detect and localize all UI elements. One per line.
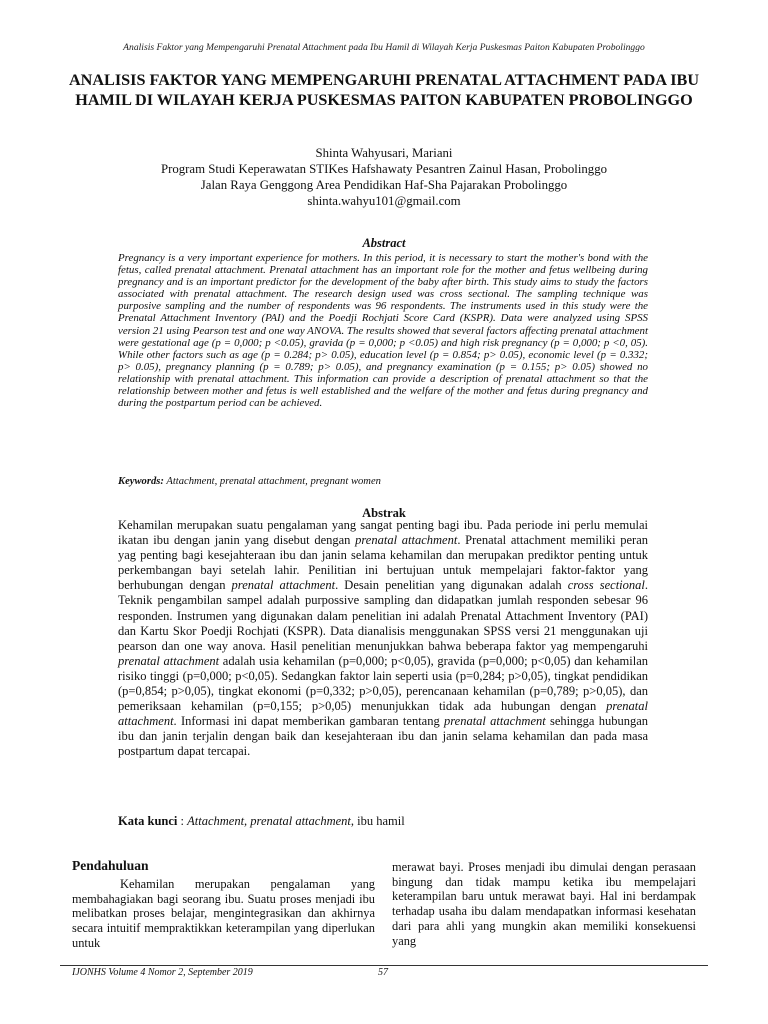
abstract-id-body: [118, 518, 648, 760]
abstract-id-text: adalah usia kehamilan (p=0,000; p<0,05), gravida (p=0,000; p<0,05) dan kehamilan risiko tinggi (p=0,000; p<0,05). Sedangkan faktor lain seperti usia (p=0,284; p>0,05), tingkat pendidikan (p=0,854; p>0,05), tingkat ekonomi (p=0,332; p>0,05), perencanaan kehamilan (p=0,789; p>0,05), dan pemeriksaan kehamilan (p=0,155; p>0,05) menunjukkan tidak ada hubungan dengan: [118, 653, 649, 714]
keywords-en: [118, 476, 648, 487]
keywords-en-text: Attachment, prenatal attachment, pregnant women: [166, 476, 381, 487]
author-names: Shinta Wahyusari, Mariani: [315, 146, 453, 160]
abstract-id-text: . Desain penelitian yang digunakan adalah: [335, 578, 568, 593]
keywords-en-label: Keywords:: [118, 476, 164, 487]
abstract-id-term: prenatal attachment: [118, 653, 220, 668]
abstract-id-text: . Informasi ini dapat memberikan gambaran tentang: [173, 714, 444, 729]
abstract-id-term: prenatal attachment: [355, 533, 458, 548]
keywords-id: [118, 814, 648, 829]
section-heading-introduction: Pendahuluan: [72, 858, 149, 873]
abstract-id-term: prenatal attachment: [118, 699, 648, 729]
running-header: Analisis Faktor yang Mempengaruhi Prenatal Attachment pada Ibu Hamil di Wilayah Kerja Puskesmas Paiton Kabupaten Probolinggo: [123, 42, 645, 53]
footer-divider: [60, 965, 708, 966]
author-address: Jalan Raya Genggong Area Pendidikan Haf-Sha Pajarakan Probolinggo: [200, 178, 568, 192]
keywords-id-italic: Attachment, prenatal attachment: [187, 814, 351, 828]
author-email[interactable]: shinta.wahyu101@gmail.com: [307, 194, 461, 208]
abstract-id-term: prenatal attachment: [231, 578, 336, 593]
abstract-id-text: . Prenatal attachment memiliki peran yag penting bagi kesejahteraan ibu dan janin selama kehamilan dan merupakan prediktor penting untuk perkembangan bayi setelah lahir. Penilitian ini bertujuan untuk mempelajari faktor-faktor yang berhubungan dengan: [118, 533, 649, 593]
intro-column-left: Kehamilan merupakan pengalaman yang membahagiakan bagi seorang ibu. Suatu proses menjadi ibu melibatkan proses belajar, mengintegrasikan dan akhirnya secara intuitif mempraktikkan keterampilan yang diperlukan untuk: [72, 877, 375, 950]
keywords-id-rest: , ibu hamil: [350, 814, 405, 828]
keywords-id-sep: :: [177, 814, 188, 828]
abstract-id-text: . Teknik pengambilan sampel adalah purpossive sampling dan didapatkan jumlah responden sebesar 96 responden. Instrumen yang digunakan dalam penelitian ini adalah Prenatal Attachment Inventory (PAI) dan Kartu Skor Poedji Rochjati (KSPR). Data dianalisis menggunakan SPSS versi 21 menggunakan uji pearson dan one way anova. Hasil penelitian menunjukkan bahwa beberapa faktor yag mempengaruhi: [118, 578, 649, 653]
footer-journal: IJONHS Volume 4 Nomor 2, September 2019: [72, 967, 253, 978]
abstract-id-term: cross sectional: [567, 578, 645, 593]
abstract-id-heading: Abstrak: [362, 506, 406, 520]
keywords-id-label: Kata kunci: [118, 814, 178, 828]
author-affiliation: Program Studi Keperawatan STIKes Hafshawaty Pesantren Zainul Hasan, Probolinggo: [160, 162, 607, 176]
paper-title: ANALISIS FAKTOR YANG MEMPENGARUHI PRENATAL ATTACHMENT PADA IBU HAMIL DI WILAYAH KERJA PUSKESMAS PAITON KABUPATEN PROBOLINGGO: [68, 71, 700, 109]
abstract-id-text: sehingga hubungan ibu dan janin terjalin dengan baik dan kesejahteraan ibu dan janin selama kehamilan dan pada masa postpartum dapat tercapai.: [118, 714, 648, 759]
page-number: 57: [378, 967, 388, 978]
abstract-id-text: Kehamilan merupakan suatu pengalaman yang sangat penting bagi ibu. Pada periode ini perlu memulai ikatan ibu dengan janin yang disebut dengan: [118, 518, 648, 548]
abstract-id-term: prenatal attachment: [444, 714, 546, 729]
author-block: [60, 145, 708, 209]
abstract-en-body: Pregnancy is a very important experience for mothers. In this period, it is necessary to start the mother's bond with the fetus, called prenatal attachment. Prenatal attachment has an important role for the mother and fetus wellbeing during pregnancy and is an important predictor for the development of the baby after birth. This study aims to study the factors associated with prenatal attachment. The research design used was cross sectional. The sampling technique was purposive sampling and the number of respondents was 96 respondents. The instruments used in this study were the Prenatal Attachment Inventory (PAI) and the Poedji Rochjati Score Card (KSPR). Data were analyzed using SPSS version 21 using Pearson test and one way ANOVA. The results showed that several factors affecting prenatal attachment were gestational age (p = 0,000; p <0.05), gravida (p = 0,000; p <0.05) and high risk pregnancy (p = 0,000; p <0, 05). While other factors such as age (p = 0.284; p> 0.05), education level (p = 0.854; p> 0.05), economic level (p = 0.332; p> 0.05), pregnancy planning (p = 0.789; p> 0.05), and pregnancy examination (p = 0.155; p> 0.05) showed no relationship with prenatal attachment. This information can provide a description of prenatal attachment so that the relationship between mother and fetus is well established and the welfare of the mother and fetus during pregnancy and during the postpartum period can be achieved.: [118, 252, 648, 410]
intro-column-right: merawat bayi. Proses menjadi ibu dimulai dengan perasaan bingung dan tidak mampu ketika ibu mempelajari keterampilan baru untuk merawat bayi. Hal ini berdampak terhadap usaha ibu dalam mendapatkan informasi kesehatan dari para ahli yang mungkin akan memiliki konsekuensi yang: [392, 860, 696, 948]
abstract-en-heading: Abstract: [362, 236, 406, 250]
